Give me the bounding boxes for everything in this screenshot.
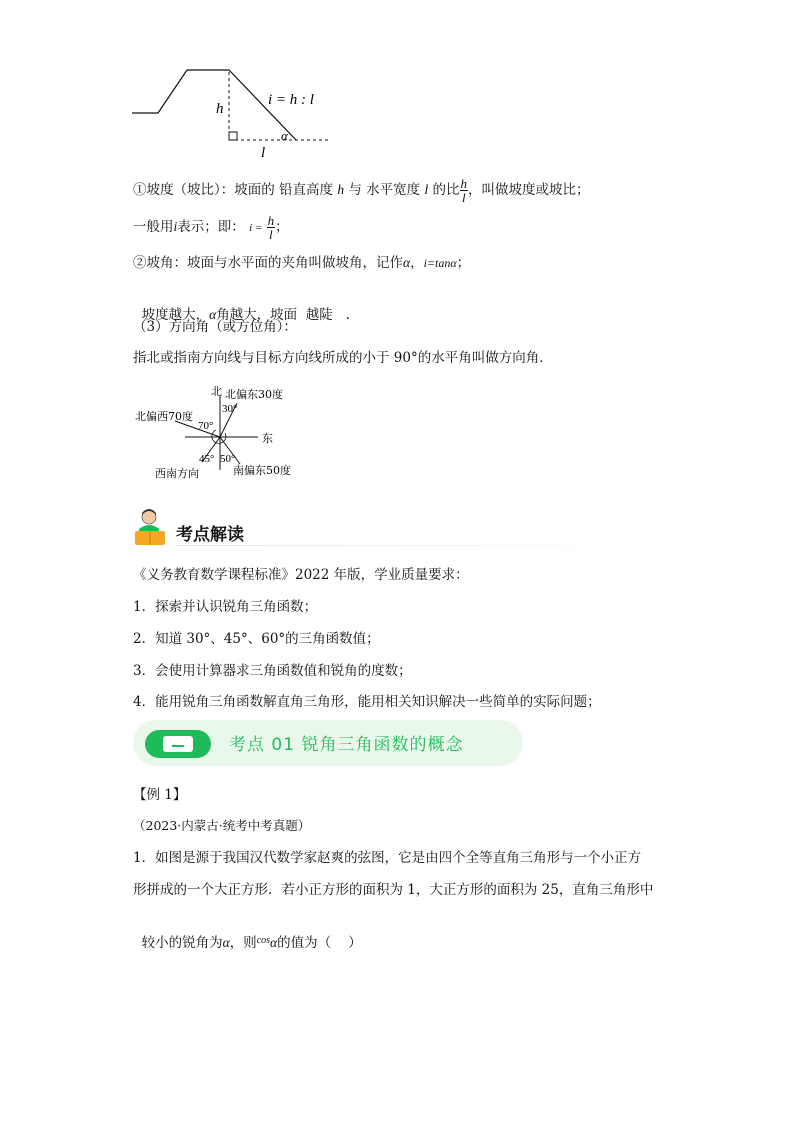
standards-item-4: 4．能用锐角三角函数解直角三角形，能用相关知识解决一些简单的实际问题； xyxy=(133,694,601,710)
label-alpha: α xyxy=(281,128,288,143)
label-45: 45° xyxy=(199,453,215,465)
example-line-1: 1．如图是源于我国汉代数学家赵爽的弦图，它是由四个全等直角三角形与一个小正方 xyxy=(133,850,642,866)
slope-fraction: $\frac{h}{l}$ xyxy=(460,176,468,205)
slope-formula: i = h : l xyxy=(268,92,314,108)
direction-definition: 指北或指南方向线与目标方向线所成的小于 90°的水平角叫做方向角． xyxy=(133,350,553,366)
banner-pill-icon xyxy=(145,730,211,758)
direction-heading: （3）方向角（或方位角）： xyxy=(133,319,297,335)
slope-angle-line: ②坡角：坡面与水平面的夹角叫做坡角，记作α，i=tanα； xyxy=(133,255,471,271)
label-nw: 北偏西70度 xyxy=(135,410,193,423)
standards-intro: 《义务教育数学课程标准》2022 年版，学业质量要求： xyxy=(133,567,469,583)
notation-fraction: $\frac{h}{l}$ xyxy=(267,213,275,242)
slope-figure xyxy=(130,60,350,165)
standards-item-1: 1．探索并认识锐角三角函数； xyxy=(133,599,318,615)
label-se: 南偏东50度 xyxy=(233,464,291,477)
example-label: 【例 1】 xyxy=(133,787,187,803)
example-line-2: 形拼成的一个大正方形．若小正方形的面积为 1，大正方形的面积为 25，直角三角形中 xyxy=(133,882,654,898)
standards-item-3: 3．会使用计算器求三角函数值和锐角的度数； xyxy=(133,663,412,679)
example-source: （2023·内蒙古·统考中考真题） xyxy=(133,818,311,833)
label-50: 50° xyxy=(220,453,236,465)
reader-icon xyxy=(133,507,169,547)
label-30: 30° xyxy=(222,403,238,415)
banner-title: 考点 01 锐角三角函数的概念 xyxy=(229,735,464,755)
slope-ratio-line: ①坡度（坡比）：坡面的 铅直高度 h 与 水平宽度 l 的比 $\frac{h}{l}$ ，叫做坡度或坡比； xyxy=(133,176,590,205)
right-angle-mark xyxy=(229,132,237,140)
section-divider xyxy=(176,545,666,546)
topic-banner xyxy=(133,720,523,766)
label-north: 北 xyxy=(211,385,222,398)
label-sw: 西南方向 xyxy=(155,467,199,480)
label-l: l xyxy=(261,145,266,161)
slope-notation-line: 一般用i表示；即： i = $\frac{h}{l}$ ； xyxy=(133,213,289,242)
section-title: 考点解读 xyxy=(176,525,244,545)
compass-diagram xyxy=(130,378,310,483)
label-h: h xyxy=(216,101,224,117)
slope-relation-line: 坡度越大，α角越大，坡面 越陡 . xyxy=(141,307,350,323)
example-line-3: 较小的锐角为α，则$^{cos}$α的值为（ ） xyxy=(141,935,362,951)
label-70: 70° xyxy=(198,420,214,432)
label-east: 东 xyxy=(262,432,273,445)
label-ne: 北偏东30度 xyxy=(225,388,283,401)
standards-item-2: 2．知道 30°、45°、60°的三角函数值； xyxy=(133,631,380,647)
